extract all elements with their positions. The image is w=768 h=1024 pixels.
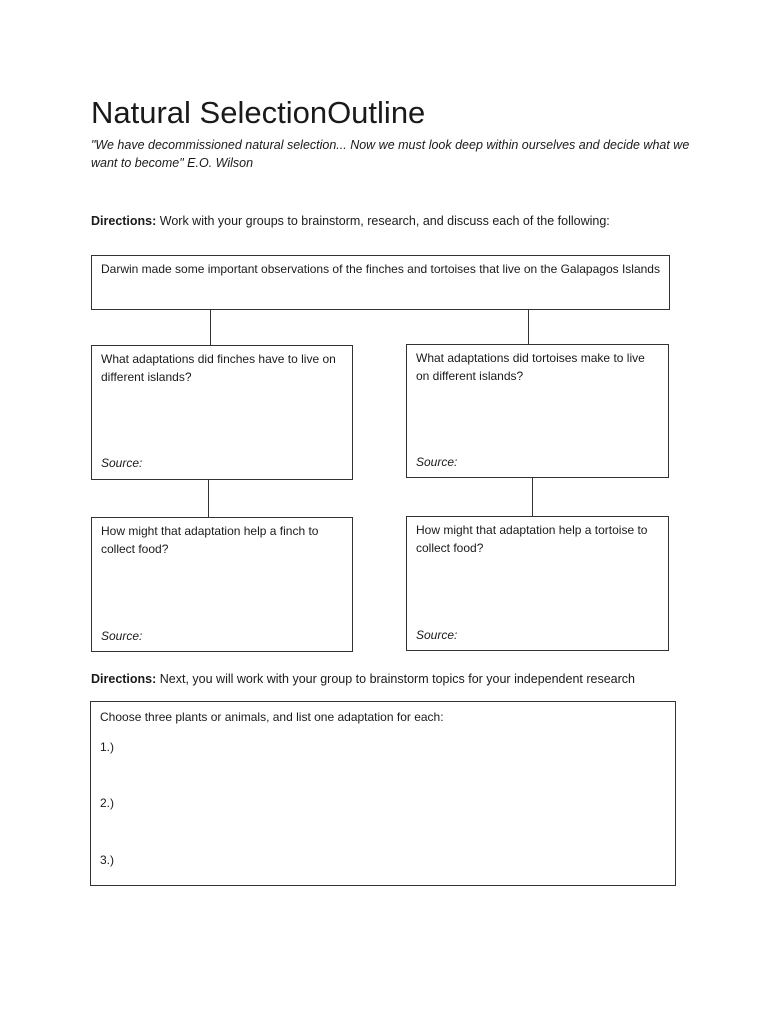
finch-adaptations-box — [91, 345, 353, 480]
finch-food-box — [91, 517, 353, 652]
list-item: 2.) — [100, 796, 115, 810]
connector-line-finch-bottom — [208, 480, 209, 517]
research-topics-box — [90, 701, 676, 886]
tortoise-food-question: How might that adaptation help a tortoise to collect food? — [416, 523, 648, 555]
directions-2 — [91, 671, 635, 687]
finch-adaptations-question: What adaptations did finches have to live on different islands? — [101, 352, 336, 384]
directions-1-label: Directions: — [91, 214, 157, 228]
directions-2-label: Directions: — [91, 672, 157, 686]
research-prompt: Choose three plants or animals, and list one adaptation for each: — [100, 710, 444, 724]
epigraph-quote: "We have decommissioned natural selection... Now we must look deep within ourselves and decide what we want to become" E.O. Wilson — [91, 138, 690, 170]
list-item: 3.) — [100, 853, 115, 867]
tortoise-adaptations-source: Source: — [416, 455, 458, 469]
connector-line-tortoise-top — [528, 310, 529, 344]
connector-line-tortoise-bottom — [532, 478, 533, 516]
connector-line-finch-top — [210, 310, 211, 345]
darwin-observation-box — [91, 255, 670, 310]
directions-1 — [91, 213, 610, 229]
finch-food-question: How might that adaptation help a finch to collect food? — [101, 524, 319, 556]
tortoise-adaptations-question: What adaptations did tortoises make to live on different islands? — [416, 351, 645, 383]
page-title: Natural SelectionOutline — [91, 95, 426, 130]
directions-2-text: Next, you will work with your group to brainstorm topics for your independent research — [156, 672, 635, 686]
finch-adaptations-source: Source: — [101, 456, 143, 470]
finch-food-source: Source: — [101, 629, 143, 643]
tortoise-food-source: Source: — [416, 628, 458, 642]
tortoise-adaptations-box — [406, 344, 669, 478]
directions-1-text: Work with your groups to brainstorm, research, and discuss each of the following: — [156, 214, 610, 228]
list-item: 1.) — [100, 740, 115, 754]
darwin-observation-text: Darwin made some important observations of the finches and tortoises that live on the Galapagos Islands — [101, 262, 660, 276]
tortoise-food-box — [406, 516, 669, 651]
